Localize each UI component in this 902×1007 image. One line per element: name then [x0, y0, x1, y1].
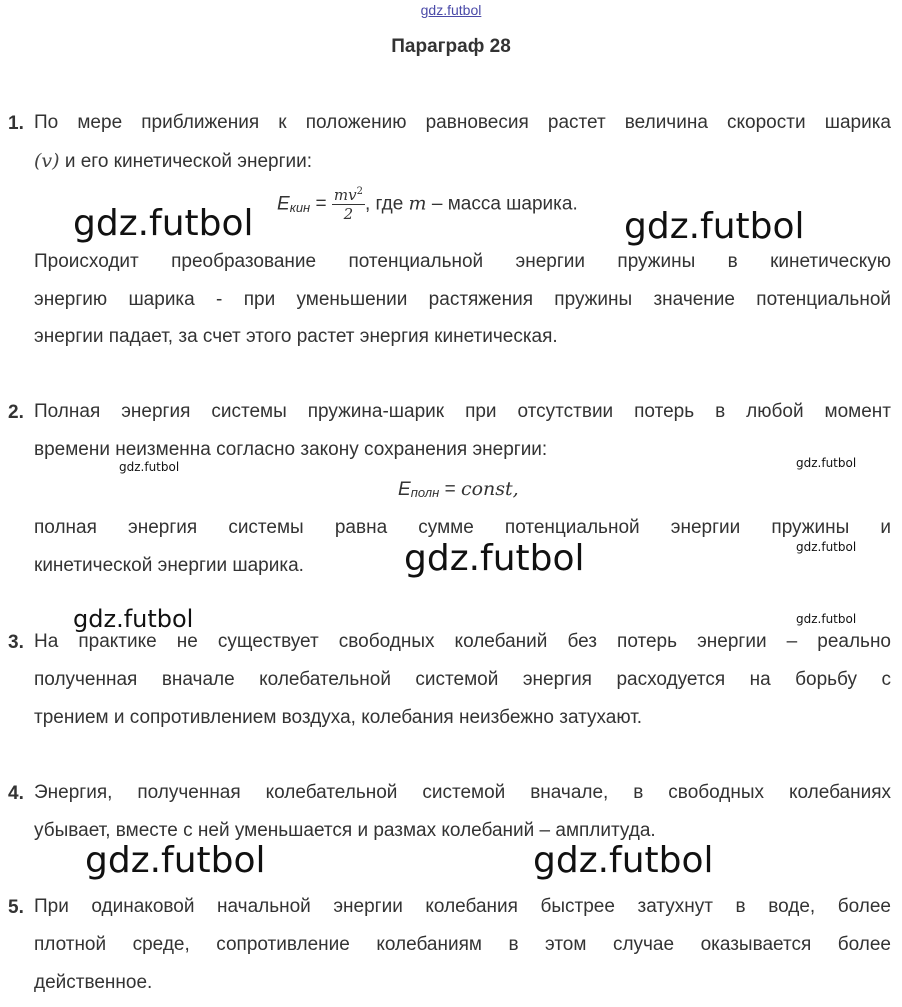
fraction-denominator: 2 — [343, 205, 354, 223]
formula-lhs: E — [277, 193, 290, 215]
site-link[interactable]: gdz.futbol — [420, 2, 482, 18]
item-3-number: 3. — [8, 632, 24, 653]
item-1-line-1: По мере приближения к положению равновесия растет величина скорости шарика — [34, 112, 891, 133]
fraction-numerator: mv — [333, 186, 357, 204]
item-1-line-3: Происходит преобразование потенциальной энергии пружины в кинетическую — [34, 251, 891, 272]
item-3-line-3: трением и сопротивлением воздуха, колебания неизбежно затухают. — [34, 707, 643, 728]
item-4-line-2: убывает, вместе с ней уменьшается и размах колебаний – амплитуда. — [34, 820, 656, 841]
item-1-line-2 — [34, 149, 891, 174]
watermark-7: gdz.futbol — [73, 605, 194, 633]
formula-total-energy — [398, 478, 519, 501]
fraction-exponent: 2 — [356, 186, 363, 197]
item-1-line-5: энергии падает, за счет этого растет энергия кинетическая. — [34, 326, 558, 347]
formula2-lhs-sub: полн — [410, 485, 440, 500]
item-5-line-3: действенное. — [34, 972, 153, 993]
item-1-number: 1. — [8, 113, 24, 134]
item-2-line-2: времени неизменна согласно закону сохранения энергии: — [34, 439, 548, 460]
watermark-3: gdz.futbol — [119, 460, 180, 474]
item-5-number: 5. — [8, 897, 24, 918]
item-4-number: 4. — [8, 783, 24, 804]
item-3-line-2: полученная вначале колебательной системой энергия расходуется на борьбу с — [34, 669, 891, 690]
item-2-number: 2. — [8, 402, 24, 423]
formula-tail-var: m — [408, 192, 427, 215]
formula2-equals: = — [444, 479, 456, 500]
item-2-line-3: полная энергия системы равна сумме потенциальной энергии пружины и — [34, 517, 891, 538]
watermark-5: gdz.futbol — [796, 540, 857, 554]
item-3-line-1: На практике не существует свободных колебаний без потерь энергии – реально — [34, 631, 891, 652]
page-title: Параграф 28 — [391, 36, 511, 57]
item-5-line-2: плотной среде, сопротивление колебаниям в этом случае оказывается более — [34, 934, 891, 955]
watermark-8: gdz.futbol — [796, 612, 857, 626]
formula-kinetic-energy — [277, 186, 578, 223]
item-1-line-2-text: и его кинетической энергии: — [64, 151, 313, 172]
watermark-6: gdz.futbol — [404, 538, 585, 579]
watermark-4: gdz.futbol — [796, 456, 857, 470]
item-5-line-1: При одинаковой начальной энергии колебания быстрее затухнут в воде, более — [34, 896, 891, 917]
formula-tail-before: , где — [364, 193, 409, 215]
formula2-lhs: E — [398, 479, 411, 500]
formula2-rhs: const, — [460, 478, 519, 500]
velocity-symbol: (v) — [34, 150, 60, 172]
item-2-line-4: кинетической энергии шарика. — [34, 555, 304, 576]
formula-lhs-sub: кин — [289, 199, 311, 215]
item-1-line-4: энергию шарика - при уменьшении растяжения пружины значение потенциальной — [34, 289, 891, 310]
watermark-1: gdz.futbol — [73, 203, 254, 244]
watermark-10: gdz.futbol — [533, 840, 714, 881]
formula-fraction — [332, 186, 365, 223]
watermark-9: gdz.futbol — [85, 840, 266, 881]
watermark-2: gdz.futbol — [624, 206, 805, 247]
item-2-line-1: Полная энергия системы пружина-шарик при отсутствии потерь в любой момент — [34, 401, 891, 422]
formula-equals: = — [315, 193, 327, 215]
item-4-line-1: Энергия, полученная колебательной системой вначале, в свободных колебаниях — [34, 782, 891, 803]
formula-tail-after: – масса шарика. — [426, 193, 578, 215]
